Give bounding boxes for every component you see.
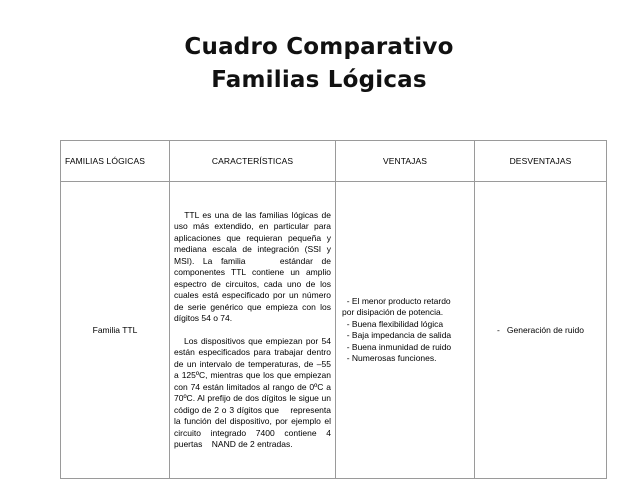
ventajas-line: por disipación de potencia. — [342, 307, 444, 317]
header-ventajas: VENTAJAS — [336, 141, 475, 182]
ventajas-line: - Buena flexibilidad lógica — [342, 318, 444, 329]
caracteristicas-cell — [170, 182, 336, 479]
familia-cell: Familia TTL — [61, 182, 170, 479]
ventajas-line: - Buena inmunidad de ruido — [342, 341, 452, 352]
header-familias: FAMILIAS LÓGICAS — [61, 141, 170, 182]
ventajas-line: - Baja impedancia de salida — [342, 330, 452, 340]
caracteristicas-paragraph-2: Los dispositivos que empiezan por 54 están especificados para trabajar dentro de un intervalo de temperaturas, de –55 a 125ºC, mientras que los que empiezan con 74 están limitados al rango de 0ºC a 70ºC. Al prefijo de dos dígitos le sigue un código de 2 o 3 dígitos que representa la función del dispositivo, por ejemplo el circuito integrado 7400 contiene 4 puertas NAND de 2 entradas. — [174, 335, 334, 449]
document-title-line-1: Cuadro Comparativo — [184, 34, 454, 60]
comparison-table — [60, 140, 607, 479]
table-row — [61, 182, 607, 479]
table-header-row — [61, 141, 607, 182]
header-desventajas: DESVENTAJAS — [475, 141, 607, 182]
header-caracteristicas: CARACTERÍSTICAS — [170, 141, 336, 182]
desventajas-cell: - Generación de ruido — [475, 182, 607, 479]
ventajas-cell — [336, 182, 475, 479]
caracteristicas-paragraph-1: TTL es una de las familias lógicas de uso más extendido, en particular para aplicaciones que requieran pequeña y mediana escala de integración (SSI y MSI). La familia estándar de componentes TTL contiene un amplio espectro de circuitos, cada uno de los cuales está especificado por un número de serie genérico que empieza con los dígitos 54 o 74. — [174, 209, 334, 323]
document-title-line-2: Familias Lógicas — [211, 67, 427, 93]
ventajas-line: - Numerosas funciones. — [342, 353, 437, 363]
ventajas-line: - El menor producto retardo — [342, 295, 451, 306]
